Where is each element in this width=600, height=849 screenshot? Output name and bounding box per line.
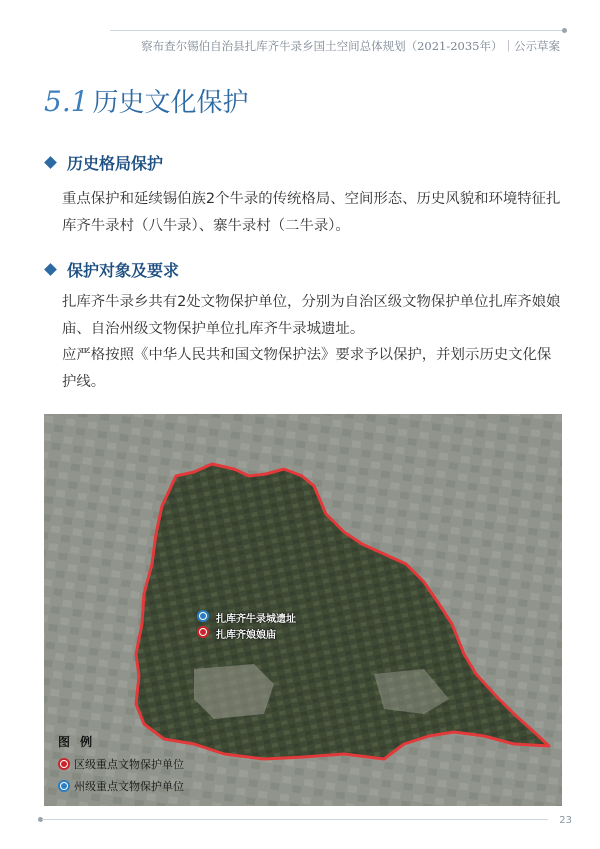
legend-item-prefecture — [58, 778, 184, 794]
satellite-map — [44, 414, 562, 806]
subsection-heading-objects — [46, 258, 179, 281]
header-rule — [110, 30, 562, 31]
subsection-title: 历史格局保护 — [67, 154, 164, 173]
blue-ring-marker-icon — [197, 610, 209, 622]
paragraph-protected-units: 扎库齐牛录乡共有2处文物保护单位，分别为自治区级文物保护单位扎库齐娘娘庙、自治州级文物保护单位扎库齐牛录城遗址。 — [62, 294, 561, 337]
red-ring-marker-icon — [58, 758, 70, 770]
diamond-bullet-icon — [44, 156, 57, 169]
red-ring-marker-icon — [197, 626, 209, 638]
site-label-temple: 扎库齐娘娘庙 — [216, 630, 276, 641]
paragraph-requirements: 应严格按照《中华人民共和国文物保护法》要求予以保护，并划示历史文化保护线。 — [62, 347, 552, 390]
site-marker-temple — [197, 626, 209, 638]
header-rule-dot — [562, 28, 567, 33]
legend-label: 州级重点文物保护单位 — [74, 780, 184, 793]
paragraph-pattern-protection: 重点保护和延续锡伯族2个牛录的传统格局、空间形态、历史风貌和环境特征扎库齐牛录村（八牛录）、寨牛录村（二牛录）。 — [62, 191, 561, 234]
subsection-heading-pattern — [46, 151, 163, 174]
map-legend — [58, 733, 184, 800]
document-title: 察布查尔锡伯自治县扎库齐牛录乡国土空间总体规划（2021-2035年）｜公示草案 — [141, 39, 560, 53]
section-number: 5.1 — [44, 85, 89, 118]
page-number: 23 — [559, 815, 572, 826]
footer-rule — [42, 819, 548, 820]
legend-title: 图 例 — [58, 735, 96, 749]
site-marker-city-ruins — [197, 610, 209, 622]
legend-label: 区级重点文物保护单位 — [74, 758, 184, 771]
legend-item-region — [58, 756, 184, 772]
section-title: 历史文化保护 — [92, 88, 249, 118]
section-heading — [44, 82, 249, 119]
diamond-bullet-icon — [44, 263, 57, 276]
blue-ring-marker-icon — [58, 780, 70, 792]
subsection-title: 保护对象及要求 — [67, 261, 180, 280]
site-label-city-ruins: 扎库齐牛录城遗址 — [216, 614, 296, 625]
